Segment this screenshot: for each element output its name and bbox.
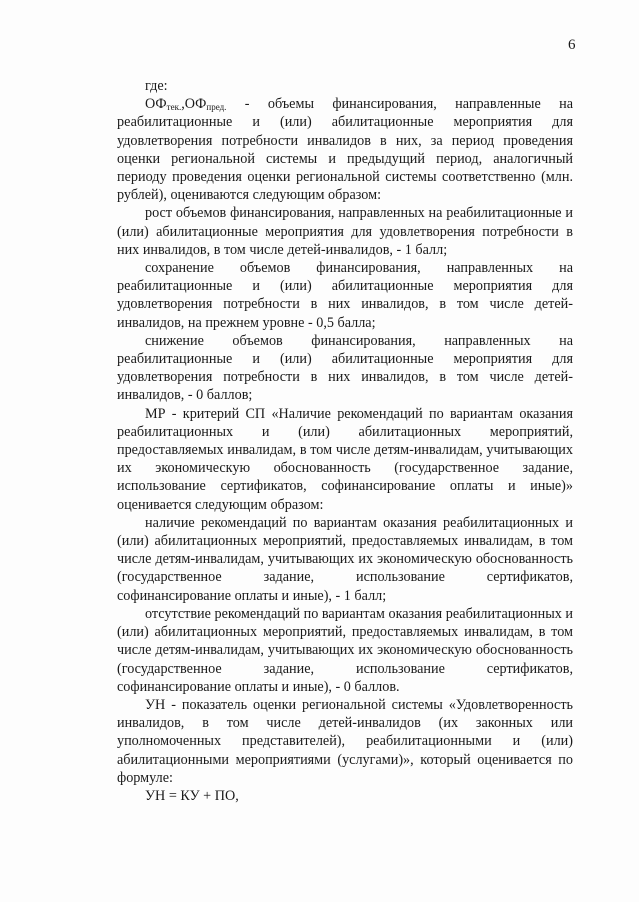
page-number: 6 <box>568 37 576 53</box>
of-item-same: сохранение объемов финансирования, направленных на реабилитационные и (или) абилитационные мероприятия для удовлетворения потребности в них инвалидов, в том числе детей-инвалидов, на прежнем уровне - 0,5 балла; <box>117 260 573 331</box>
mr-item-absent: отсутствие рекомендаций по вариантам оказания реабилитационных и (или) абилитационных мероприятий, предоставляемых инвалидам, в том числе детям-инвалидам, учитывающих их экономическую обоснованность (государственное задание, использование сертификатов, софинансирование оплаты и иные), - 0 баллов. <box>117 605 573 695</box>
of-subscript-previous: пред. <box>206 102 227 113</box>
of-symbol-previous: ОФ <box>184 96 207 113</box>
where-label: где: <box>145 78 168 94</box>
of-definition-text: - объемы финансирования, направленные на реабилитационные и (или) абилитационные мероприятия для удовлетворения потребности инвалидов в них, за период проведения оценки региональной системы и предыдущий период, аналогичный периоду проведения оценки региональной системы соответственно (млн. рублей), оцениваются следующим образом: <box>117 96 573 204</box>
of-item-decrease: снижение объемов финансирования, направленных на реабилитационные и (или) абилитационные мероприятия для удовлетворения потребности в них инвалидов, в том числе детей-инвалидов, - 0 баллов; <box>117 332 573 404</box>
un-definition: УН - показатель оценки региональной системы «Удовлетворенность инвалидов, в том числе детей-инвалидов (их законных или уполномоченных представителей), реабилитационными и (или) абилитационными мероприятиями (услугами)», который оценивается по формуле: <box>117 696 573 786</box>
of-symbol-current: ОФ <box>145 96 167 113</box>
formula: УН = КУ + ПО, <box>145 787 239 804</box>
mr-item-present: наличие рекомендаций по вариантам оказания реабилитационных и (или) абилитационных мероприятий, предоставляемых инвалидам, в том числе детям-инвалидам, учитывающих их экономическую обоснованность (государственное задание, использование сертификатов, софинансирование оплаты и иные), - 1 балл; <box>117 514 573 604</box>
mr-definition: МР - критерий СП «Наличие рекомендаций по вариантам оказания реабилитационных и (или) абилитационных мероприятий, предоставляемых инвалидам, в том числе детям-инвалидам, учитывающих их экономическую обоснованность (государственное задание, использование сертификатов, софинансирование оплаты и иные)» оценивается следующим образом: <box>117 405 573 513</box>
of-subscript-current: тек. <box>166 102 182 113</box>
of-separator: , <box>181 96 185 113</box>
of-item-growth: рост объемов финансирования, направленных на реабилитационные и (или) абилитационные мероприятия для удовлетворения потребности в них инвалидов, в том числе детей-инвалидов, - 1 балл; <box>117 205 573 258</box>
of-definition <box>117 95 573 204</box>
document-body <box>117 77 573 805</box>
